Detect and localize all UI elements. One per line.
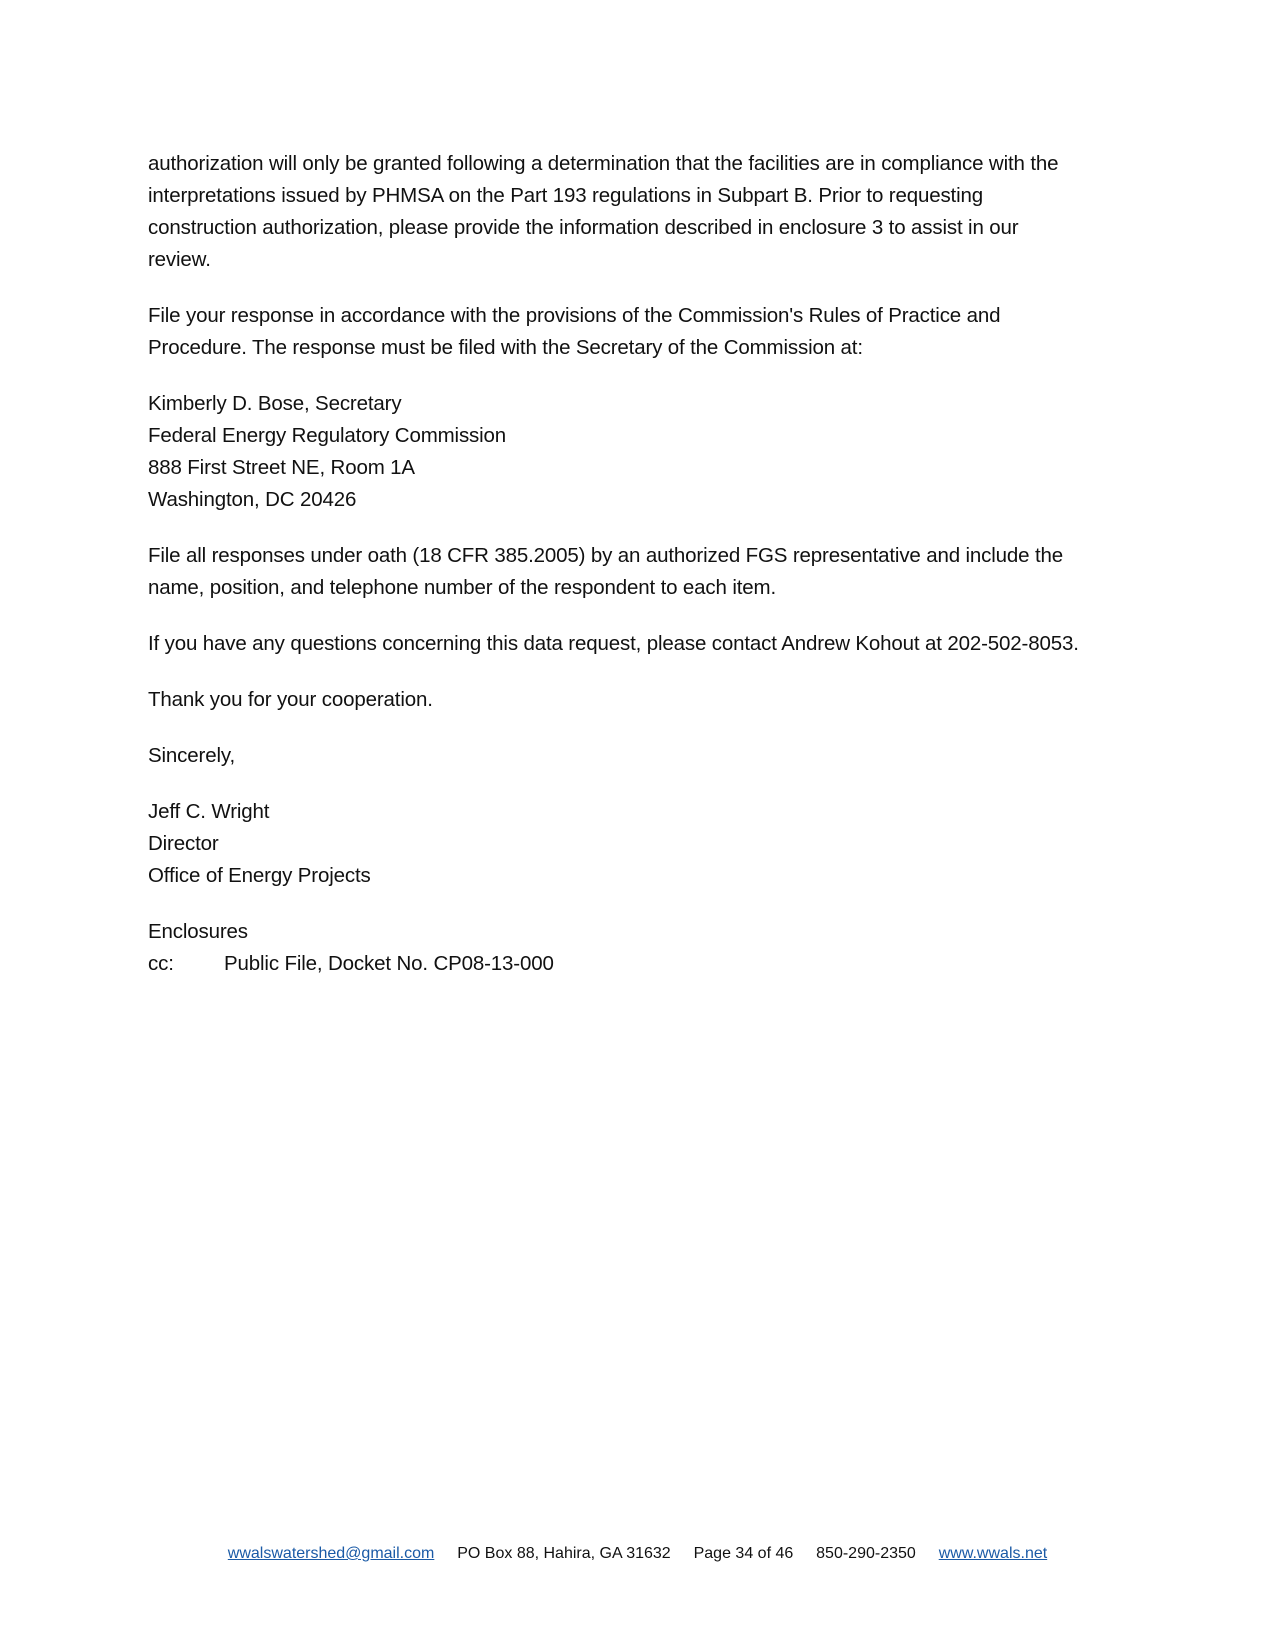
text-line: interpretations issued by PHMSA on the Part 193 regulations in Subpart B. Prior to requesting <box>148 184 983 207</box>
text-line: construction authorization, please provide the information described in enclosure 3 to assist in our <box>148 216 1019 239</box>
cc-label: cc: <box>148 952 174 975</box>
signature-block <box>148 796 1130 892</box>
footer-address: PO Box 88, Hahira, GA 31632 <box>457 1545 671 1562</box>
secretary-address <box>148 388 1130 516</box>
closing <box>148 740 1130 772</box>
text-line: authorization will only be granted following a determination that the facilities are in compliance with the <box>148 152 1059 175</box>
address-line: Washington, DC 20426 <box>148 488 357 511</box>
enclosures-block <box>148 916 1130 980</box>
text-line: Thank you for your cooperation. <box>148 688 433 711</box>
paragraph-thanks <box>148 684 1130 716</box>
footer-email-link[interactable]: wwalswatershed@gmail.com <box>227 1545 435 1562</box>
address-line: Federal Energy Regulatory Commission <box>148 424 507 447</box>
signer-title: Director <box>148 832 219 855</box>
address-line: 888 First Street NE, Room 1A <box>148 456 415 479</box>
paragraph-authorization <box>148 148 1130 276</box>
address-line: Kimberly D. Bose, Secretary <box>148 392 402 415</box>
text-line: File all responses under oath (18 CFR 385.2005) by an authorized FGS representative and include the <box>148 544 1064 567</box>
text-line: review. <box>148 248 211 271</box>
text-line: Procedure. The response must be filed with the Secretary of the Commission at: <box>148 336 863 359</box>
text-line: File your response in accordance with the provisions of the Commission's Rules of Practice and <box>148 304 1001 327</box>
footer-website-link[interactable]: www.wwals.net <box>938 1545 1048 1562</box>
paragraph-oath <box>148 540 1130 604</box>
footer-page-number: Page 34 of 46 <box>693 1545 794 1562</box>
closing-text: Sincerely, <box>148 744 235 767</box>
paragraph-filing-instructions <box>148 300 1130 364</box>
footer-phone: 850-290-2350 <box>816 1545 916 1562</box>
text-line: name, position, and telephone number of the respondent to each item. <box>148 576 777 599</box>
signer-office: Office of Energy Projects <box>148 864 371 887</box>
cc-value: Public File, Docket No. CP08-13-000 <box>224 952 554 975</box>
text-line: If you have any questions concerning this data request, please contact Andrew Kohout at 202-502-8053. <box>148 632 1079 655</box>
paragraph-contact <box>148 628 1130 660</box>
cc-line <box>148 948 1130 980</box>
signer-name: Jeff C. Wright <box>148 800 270 823</box>
page-footer <box>0 1543 1275 1565</box>
letter-body <box>148 148 1130 1004</box>
enclosures-label: Enclosures <box>148 920 248 943</box>
